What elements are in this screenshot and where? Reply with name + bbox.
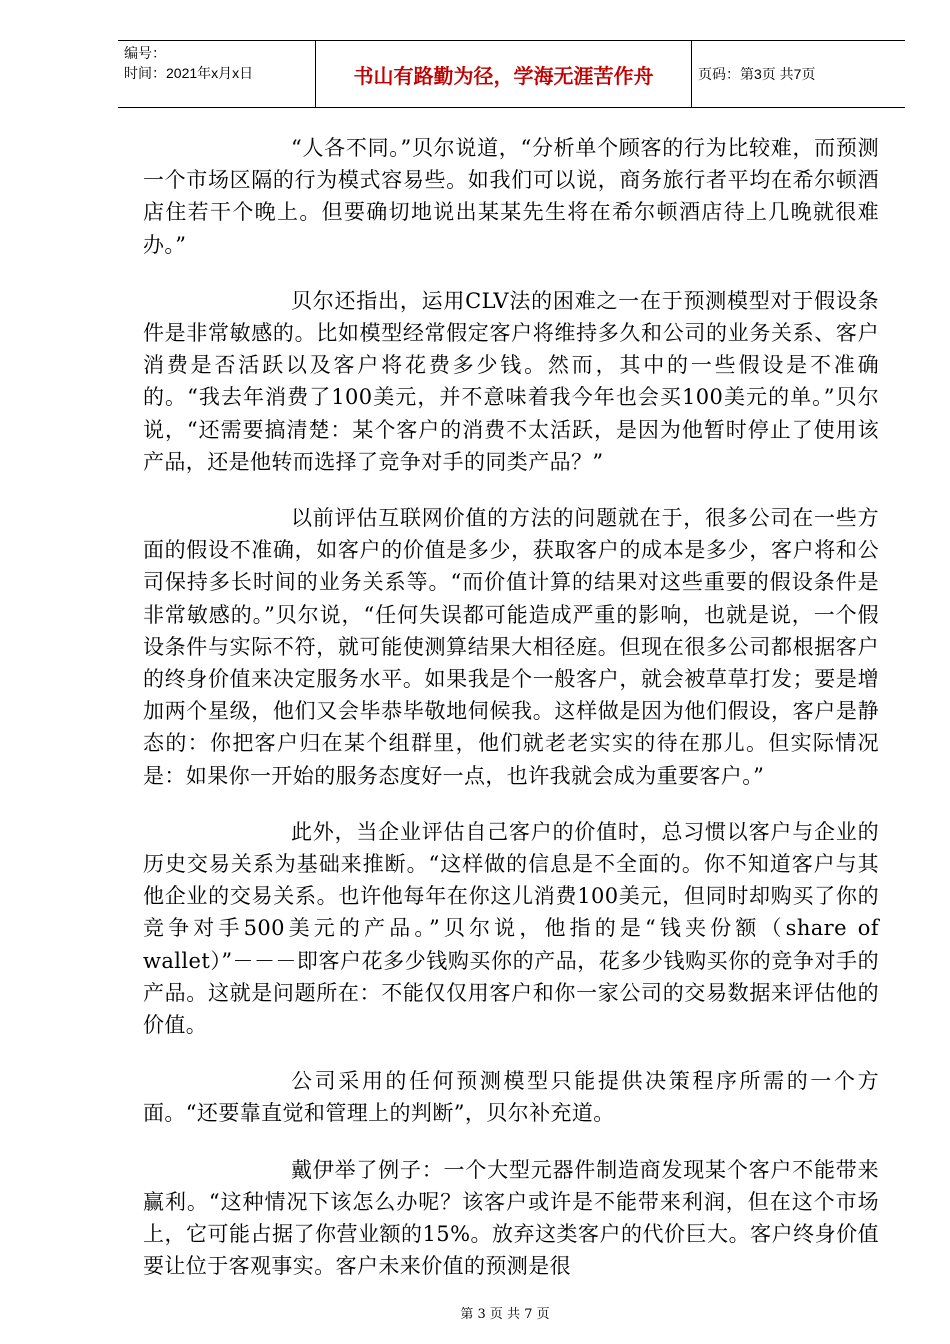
page-header (118, 40, 905, 108)
paragraph: 以前评估互联网价值的方法的问题就在于，很多公司在一些方面的假设不准确，如客户的价值是多少，获取客户的成本是多少，客户将和公司保持多长时间的业务关系等。“而价值计算的结果对这些重要的假设条件是非常敏感的。”贝尔说，“任何失误都可能造成严重的影响，也就是说，一个假设条件与实际不符，就可能使测算结果大相径庭。但现在很多公司都根据客户的终身价值来决定服务水平。如果我是个一般客户，就会被草草打发；要是增加两个星级，他们又会毕恭毕敬地伺候我。这样做是因为他们假设，客户是静态的：你把客户归在某个组群里，他们就老老实实的待在那儿。但实际情况是：如果你一开始的服务态度好一点，也许我就会成为重要客户。” (143, 506, 879, 788)
date-label: 时间：2021年x月x日 (124, 65, 254, 81)
header-page-code: 页码：第3页 共7页 (698, 66, 816, 82)
paragraph: 戴伊举了例子：一个大型元器件制造商发现某个客户不能带来赢利。“这种情况下该怎么办呢？该客户或许是不能带来利润，但在这个市场上，它可能占据了你营业额的15%。放弃这类客户的代价巨大。客户终身价值要让位于客观事实。客户未来价值的预测是很 (143, 1157, 879, 1279)
header-meta (118, 41, 316, 107)
paragraph: 贝尔还指出，运用CLV法的困难之一在于预测模型对于假设条件是非常敏感的。比如模型经常假定客户将维持多久和公司的业务关系、客户消费是否活跃以及客户将花费多少钱。然而，其中的一些假设是不准确的。“我去年消费了100美元，并不意味着我今年也会买100美元的单。”贝尔说，“还需要搞清楚：某个客户的消费不太活跃，是因为他暂时停止了使用该产品，还是他转而选择了竞争对手的同类产品？” (143, 288, 879, 474)
paragraph: 此外，当企业评估自己客户的价值时，总习惯以客户与企业的历史交易关系为基础来推断。“这样做的信息是不全面的。你不知道客户与其他企业的交易关系。也许他每年在你这儿消费100美元，但同时却购买了你的竞争对手500美元的产品。”贝尔说，他指的是“钱夹份额（share of wallet）”－－－即客户花多少钱购买你的产品，花多少钱购买你的竞争对手的产品。这就是问题所在：不能仅仅用客户和你一家公司的交易数据来评估他的价值。 (143, 819, 879, 1038)
page-footer: 第 3 页 共 7 页 (460, 1307, 550, 1322)
serial-number-label: 编号： (124, 45, 166, 61)
paragraph: 公司采用的任何预测模型只能提供决策程序所需的一个方面。“还要靠直觉和管理上的判断”，贝尔补充道。 (143, 1069, 879, 1126)
paragraph: “人各不同。”贝尔说道，“分析单个顾客的行为比较难，而预测一个市场区隔的行为模式容易些。如我们可以说，商务旅行者平均在希尔顿酒店住若干个晚上。但要确切地说出某某先生将在希尔顿酒店待上几晚就很难办。” (143, 136, 879, 257)
header-motto: 书山有路勤为径，学海无涯苦作舟 (316, 41, 692, 107)
document-body (143, 132, 879, 1307)
